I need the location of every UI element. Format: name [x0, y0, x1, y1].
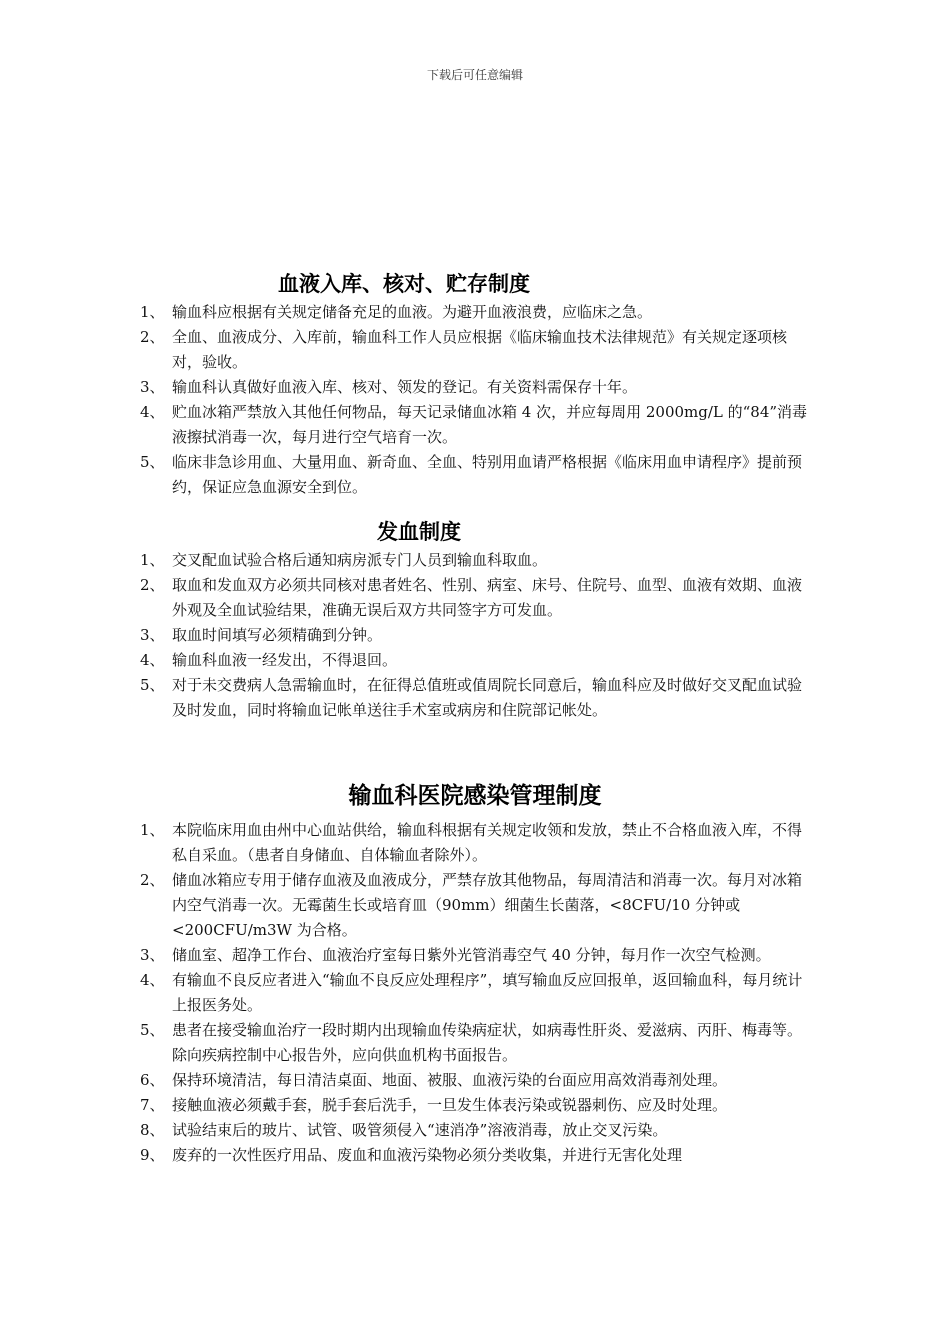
- item-text: 储血冰箱应专用于储存血液及血液成分，严禁存放其他物品，每周清洁和消毒一次。每月对冰箱内空气消毒一次。无霉菌生长或培育皿（90mm）细菌生长菌落，<8CFU/10 分钟或<200CFU/m3W 为合格。: [172, 871, 803, 939]
- item-text: 对于未交费病人急需输血时，在征得总值班或值周院长同意后，输血科应及时做好交叉配血试验及时发血，同时将输血记帐单送往手术室或病房和住院部记帐处。: [172, 676, 803, 719]
- item-text: 储血室、超净工作台、血液治疗室每日紫外光管消毒空气 40 分钟，每月作一次空气检测。: [172, 946, 771, 964]
- item-text: 输血科应根据有关规定储备充足的血液。为避开血液浪费，应临床之急。: [172, 303, 653, 321]
- list-item: [140, 968, 810, 1018]
- item-text: 保持环境清洁，每日清洁桌面、地面、被服、血液污染的台面应用高效消毒剂处理。: [172, 1071, 728, 1089]
- item-text: 取血时间填写必须精确到分钟。: [172, 626, 383, 644]
- item-number: 6、: [140, 1071, 165, 1089]
- section-title: 血液入库、核对、贮存制度: [278, 271, 530, 296]
- item-number: 4、: [140, 971, 165, 989]
- item-number: 2、: [140, 328, 165, 346]
- list-item: [140, 1018, 810, 1068]
- item-text: 试验结束后的玻片、试管、吸管须侵入“速消净”溶液消毒，放止交叉污染。: [172, 1121, 668, 1139]
- item-number: 4、: [140, 651, 165, 669]
- list-item: [140, 573, 810, 623]
- list-item: [140, 325, 810, 375]
- list-item: [140, 1068, 810, 1093]
- header-note: 下载后可任意编辑: [426, 68, 523, 82]
- section-title: 发血制度: [377, 519, 461, 544]
- item-text: 接触血液必须戴手套，脱手套后洗手，一旦发生体表污染或锐器刺伤、应及时处理。: [172, 1096, 728, 1114]
- item-list: [140, 818, 810, 1168]
- list-item: [140, 450, 810, 500]
- list-item: [140, 1143, 810, 1168]
- list-item: [140, 943, 810, 968]
- item-text: 取血和发血双方必须共同核对患者姓名、性别、病室、床号、住院号、血型、血液有效期、血液外观及全血试验结果，准确无误后双方共同签字方可发血。: [172, 576, 803, 619]
- item-number: 3、: [140, 378, 165, 396]
- item-number: 1、: [140, 303, 165, 321]
- list-item: [140, 648, 810, 673]
- item-number: 3、: [140, 626, 165, 644]
- list-item: [140, 818, 810, 868]
- item-text: 临床非急诊用血、大量用血、新奇血、全血、特别用血请严格根据《临床用血申请程序》提前预约，保证应急血源安全到位。: [172, 453, 803, 496]
- item-number: 1、: [140, 821, 165, 839]
- item-number: 5、: [140, 1021, 165, 1039]
- section-title: 输血科医院感染管理制度: [348, 782, 602, 809]
- list-item: [140, 868, 810, 943]
- item-text: 本院临床用血由州中心血站供给，输血科根据有关规定收领和发放，禁止不合格血液入库，不得私自采血。（患者自身储血、自体输血者除外）。: [172, 821, 803, 864]
- item-number: 9、: [140, 1146, 165, 1164]
- item-text: 患者在接受输血治疗一段时期内出现输血传染病症状，如病毒性肝炎、爱滋病、丙肝、梅毒等。除向疾病控制中心报告外，应向供血机构书面报告。: [172, 1021, 803, 1064]
- list-item: [140, 548, 810, 573]
- section-blood-issue: [140, 518, 810, 723]
- list-item: [140, 1118, 810, 1143]
- item-text: 输血科认真做好血液入库、核对、领发的登记。有关资料需保存十年。: [172, 378, 638, 396]
- list-item: [140, 1093, 810, 1118]
- item-number: 8、: [140, 1121, 165, 1139]
- item-text: 贮血冰箱严禁放入其他任何物品，每天记录储血冰箱 4 次，并应每周用 2000mg/L 的“84”消毒液擦拭消毒一次，每月进行空气培育一次。: [172, 403, 808, 446]
- item-list: [140, 548, 810, 723]
- list-item: [140, 623, 810, 648]
- section-blood-storage: [140, 270, 810, 500]
- item-text: 交叉配血试验合格后通知病房派专门人员到输血科取血。: [172, 551, 548, 569]
- item-list: [140, 300, 810, 500]
- item-number: 5、: [140, 453, 165, 471]
- item-number: 7、: [140, 1096, 165, 1114]
- item-number: 5、: [140, 676, 165, 694]
- item-number: 3、: [140, 946, 165, 964]
- list-item: [140, 375, 810, 400]
- item-number: 2、: [140, 871, 165, 889]
- item-number: 1、: [140, 551, 165, 569]
- list-item: [140, 300, 810, 325]
- list-item: [140, 400, 810, 450]
- item-number: 2、: [140, 576, 165, 594]
- item-number: 4、: [140, 403, 165, 421]
- item-text: 废弃的一次性医疗用品、废血和血液污染物必须分类收集，并进行无害化处理: [172, 1146, 683, 1164]
- list-item: [140, 673, 810, 723]
- item-text: 有输血不良反应者进入“输血不良反应处理程序”，填写输血反应回报单，返回输血科，每月统计上报医务处。: [172, 971, 803, 1014]
- item-text: 输血科血液一经发出，不得退回。: [172, 651, 398, 669]
- item-text: 全血、血液成分、入库前，输血科工作人员应根据《临床输血技术法律规范》有关规定逐项核对，验收。: [172, 328, 788, 371]
- section-infection-control: [140, 780, 810, 1168]
